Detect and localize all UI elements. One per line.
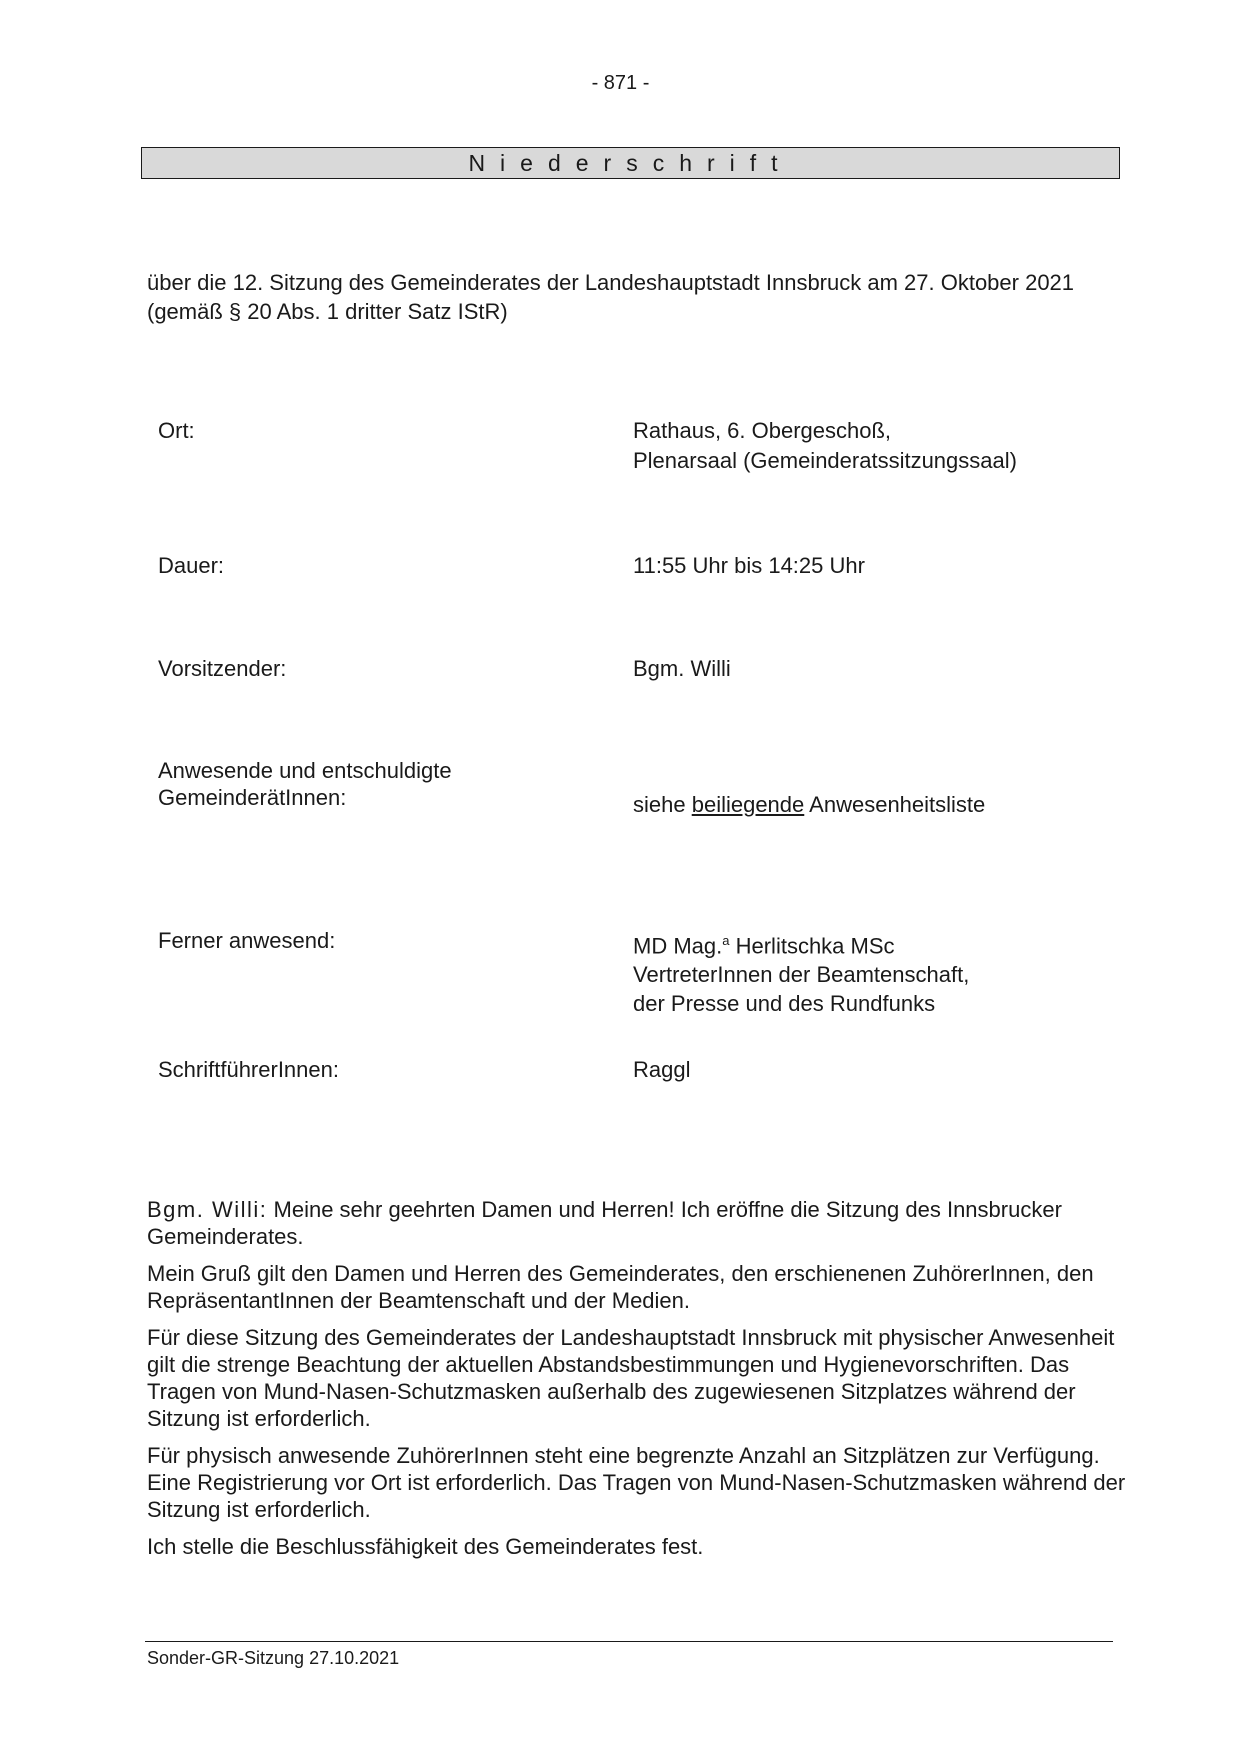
anwesende-label-line-1: Anwesende und entschuldigte (158, 758, 452, 783)
ort-label: Ort: (158, 418, 195, 443)
document-title: Niederschrift (468, 149, 793, 176)
anwesende-value (633, 790, 1153, 820)
schriftfuehrer-label: SchriftführerInnen: (158, 1057, 339, 1082)
intro-line-2: (gemäß § 20 Abs. 1 dritter Satz IStR) (147, 299, 508, 324)
ferner-value-line-3: der Presse und des Rundfunks (633, 991, 936, 1017)
ferner-value (633, 926, 1153, 1018)
ort-value-line-2: Plenarsaal (Gemeinderatssitzungssaal) (633, 448, 1017, 473)
anwesende-value-suffix: Anwesenheitsliste (809, 792, 986, 817)
anwesende-label-line-2: GemeinderätInnen: (158, 785, 347, 810)
anwesende-value-prefix: siehe (633, 792, 686, 817)
ort-value-line-1: Rathaus, 6. Obergeschoß, (633, 418, 892, 443)
speech-paragraph-5: Ich stelle die Beschlussfähigkeit des Gemeinderates fest. (147, 1534, 704, 1559)
vorsitzender-value: Bgm. Willi (633, 656, 731, 681)
dauer-label: Dauer: (158, 553, 225, 578)
page-number: - 871 - (591, 72, 650, 94)
vorsitzender-label: Vorsitzender: (158, 656, 287, 681)
speaker-name: Bgm. Willi: (147, 1197, 268, 1222)
speech-paragraph-1-text: Meine sehr geehrten Damen und Herren! Ich eröffne die Sitzung des Innsbrucker Gemeinderates. (147, 1197, 1062, 1249)
ferner-label: Ferner anwesend: (158, 928, 336, 953)
speech-paragraph-2: Mein Gruß gilt den Damen und Herren des Gemeinderates, den erschienenen ZuhörerInnen, den RepräsentantInnen der Beamtenschaft und der Medien. (147, 1261, 1094, 1313)
ferner-value-line-1-sup: a (722, 933, 730, 948)
ort-value (633, 416, 1153, 476)
anwesende-label (158, 757, 598, 811)
anwesende-value-underlined: beiliegende (691, 792, 805, 817)
intro-text (147, 268, 1127, 326)
speech-paragraph-1 (147, 1196, 1127, 1250)
ferner-value-line-1-prefix: MD Mag. (633, 933, 723, 959)
ferner-value-line-1-suffix: Herlitschka MSc (735, 933, 895, 959)
ferner-value-line-2: VertreterInnen der Beamtenschaft, (633, 962, 970, 988)
intro-line-1: über die 12. Sitzung des Gemeinderates der Landeshauptstadt Innsbruck am 27. Oktober 2021 (147, 270, 1075, 295)
ferner-value-line-1 (633, 926, 1153, 960)
speech-paragraph-3: Für diese Sitzung des Gemeinderates der Landeshauptstadt Innsbruck mit physischer Anwesenheit gilt die strenge Beachtung der aktuellen Abstandsbestimmungen und Hygienevorschriften. Das Tragen von Mund-Nasen-Schutzmasken außerhalb des zugewiesenen Sitzplatzes während der Sitzung ist erforderlich. (147, 1325, 1115, 1431)
speech-section (147, 1196, 1127, 1570)
footer-divider (145, 1641, 1113, 1642)
document-title-box (141, 147, 1120, 179)
schriftfuehrer-value: Raggl (633, 1057, 691, 1082)
dauer-value: 11:55 Uhr bis 14:25 Uhr (633, 553, 865, 578)
speech-paragraph-4: Für physisch anwesende ZuhörerInnen steht eine begrenzte Anzahl an Sitzplätzen zur Verfügung. Eine Registrierung vor Ort ist erforderlich. Das Tragen von Mund-Nasen-Schutzmasken während der Sitzung ist erforderlich. (147, 1443, 1126, 1522)
footer-text: Sonder-GR-Sitzung 27.10.2021 (147, 1648, 400, 1668)
